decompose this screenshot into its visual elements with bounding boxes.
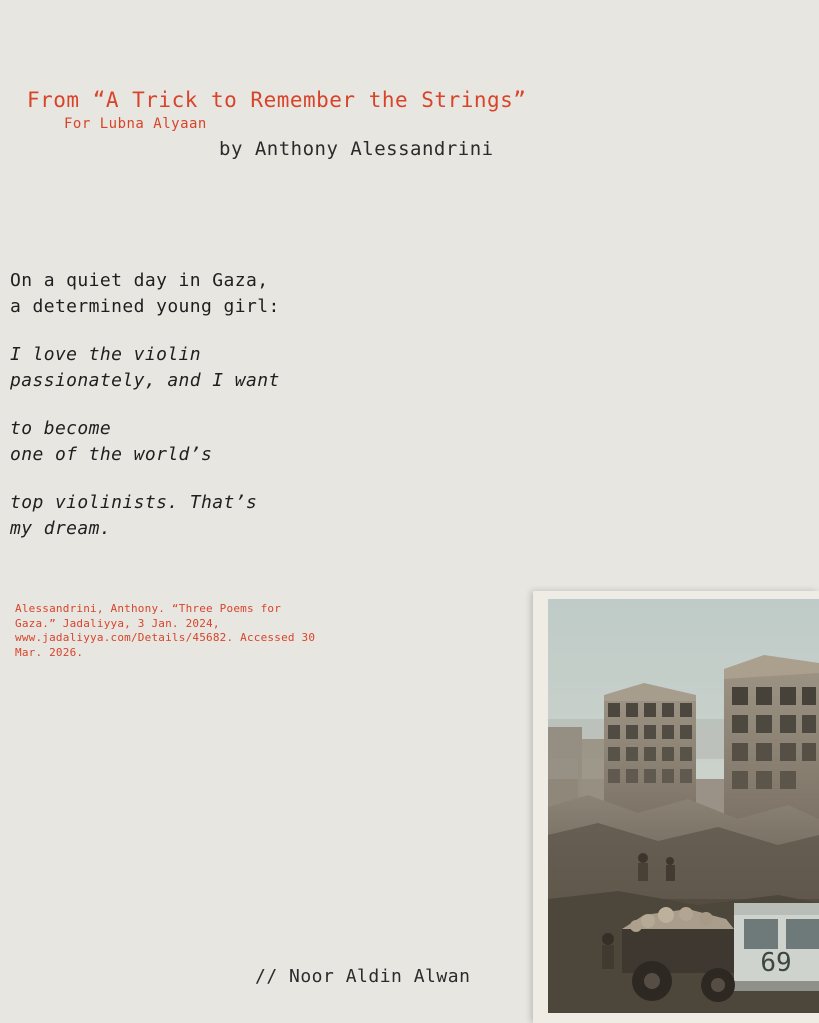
poem-line: to become — [10, 418, 112, 439]
gaza-photo — [548, 599, 819, 1013]
citation-line: Alessandrini, Anthony. “Three Poems for — [15, 602, 282, 615]
citation-link[interactable]: www.jadaliyya.com/Details/45682. Accessed 30 — [15, 631, 316, 644]
stanza-3 — [10, 416, 530, 468]
poem-line: top violinists. That’s — [10, 492, 258, 513]
author-byline: by Anthony Alessandrini — [219, 138, 494, 160]
page-title: From “A Trick to Remember the Strings” — [27, 88, 527, 112]
citation-block — [15, 602, 390, 660]
poem-line: my dream. — [10, 518, 112, 539]
poem-body — [10, 268, 530, 542]
poem-line: a determined young girl: — [10, 296, 280, 317]
photo-frame — [533, 591, 819, 1023]
dedication-line: For Lubna Alyaan — [64, 116, 207, 132]
stanza-4 — [10, 490, 530, 542]
poem-line: one of the world’s — [10, 444, 213, 465]
citation-line: Mar. 2026. — [15, 645, 84, 659]
poem-line: passionately, and I want — [10, 370, 280, 391]
stanza-2 — [10, 342, 530, 394]
attribution-credit: // Noor Aldin Alwan — [255, 966, 471, 987]
citation-line: Gaza.” Jadaliyya, 3 Jan. 2024, — [15, 616, 220, 630]
poem-line: On a quiet day in Gaza, — [10, 270, 269, 291]
svg-text:69: 69 — [760, 948, 792, 978]
stanza-1 — [10, 268, 530, 320]
title-block — [0, 88, 600, 160]
poem-line: I love the violin — [10, 344, 202, 365]
